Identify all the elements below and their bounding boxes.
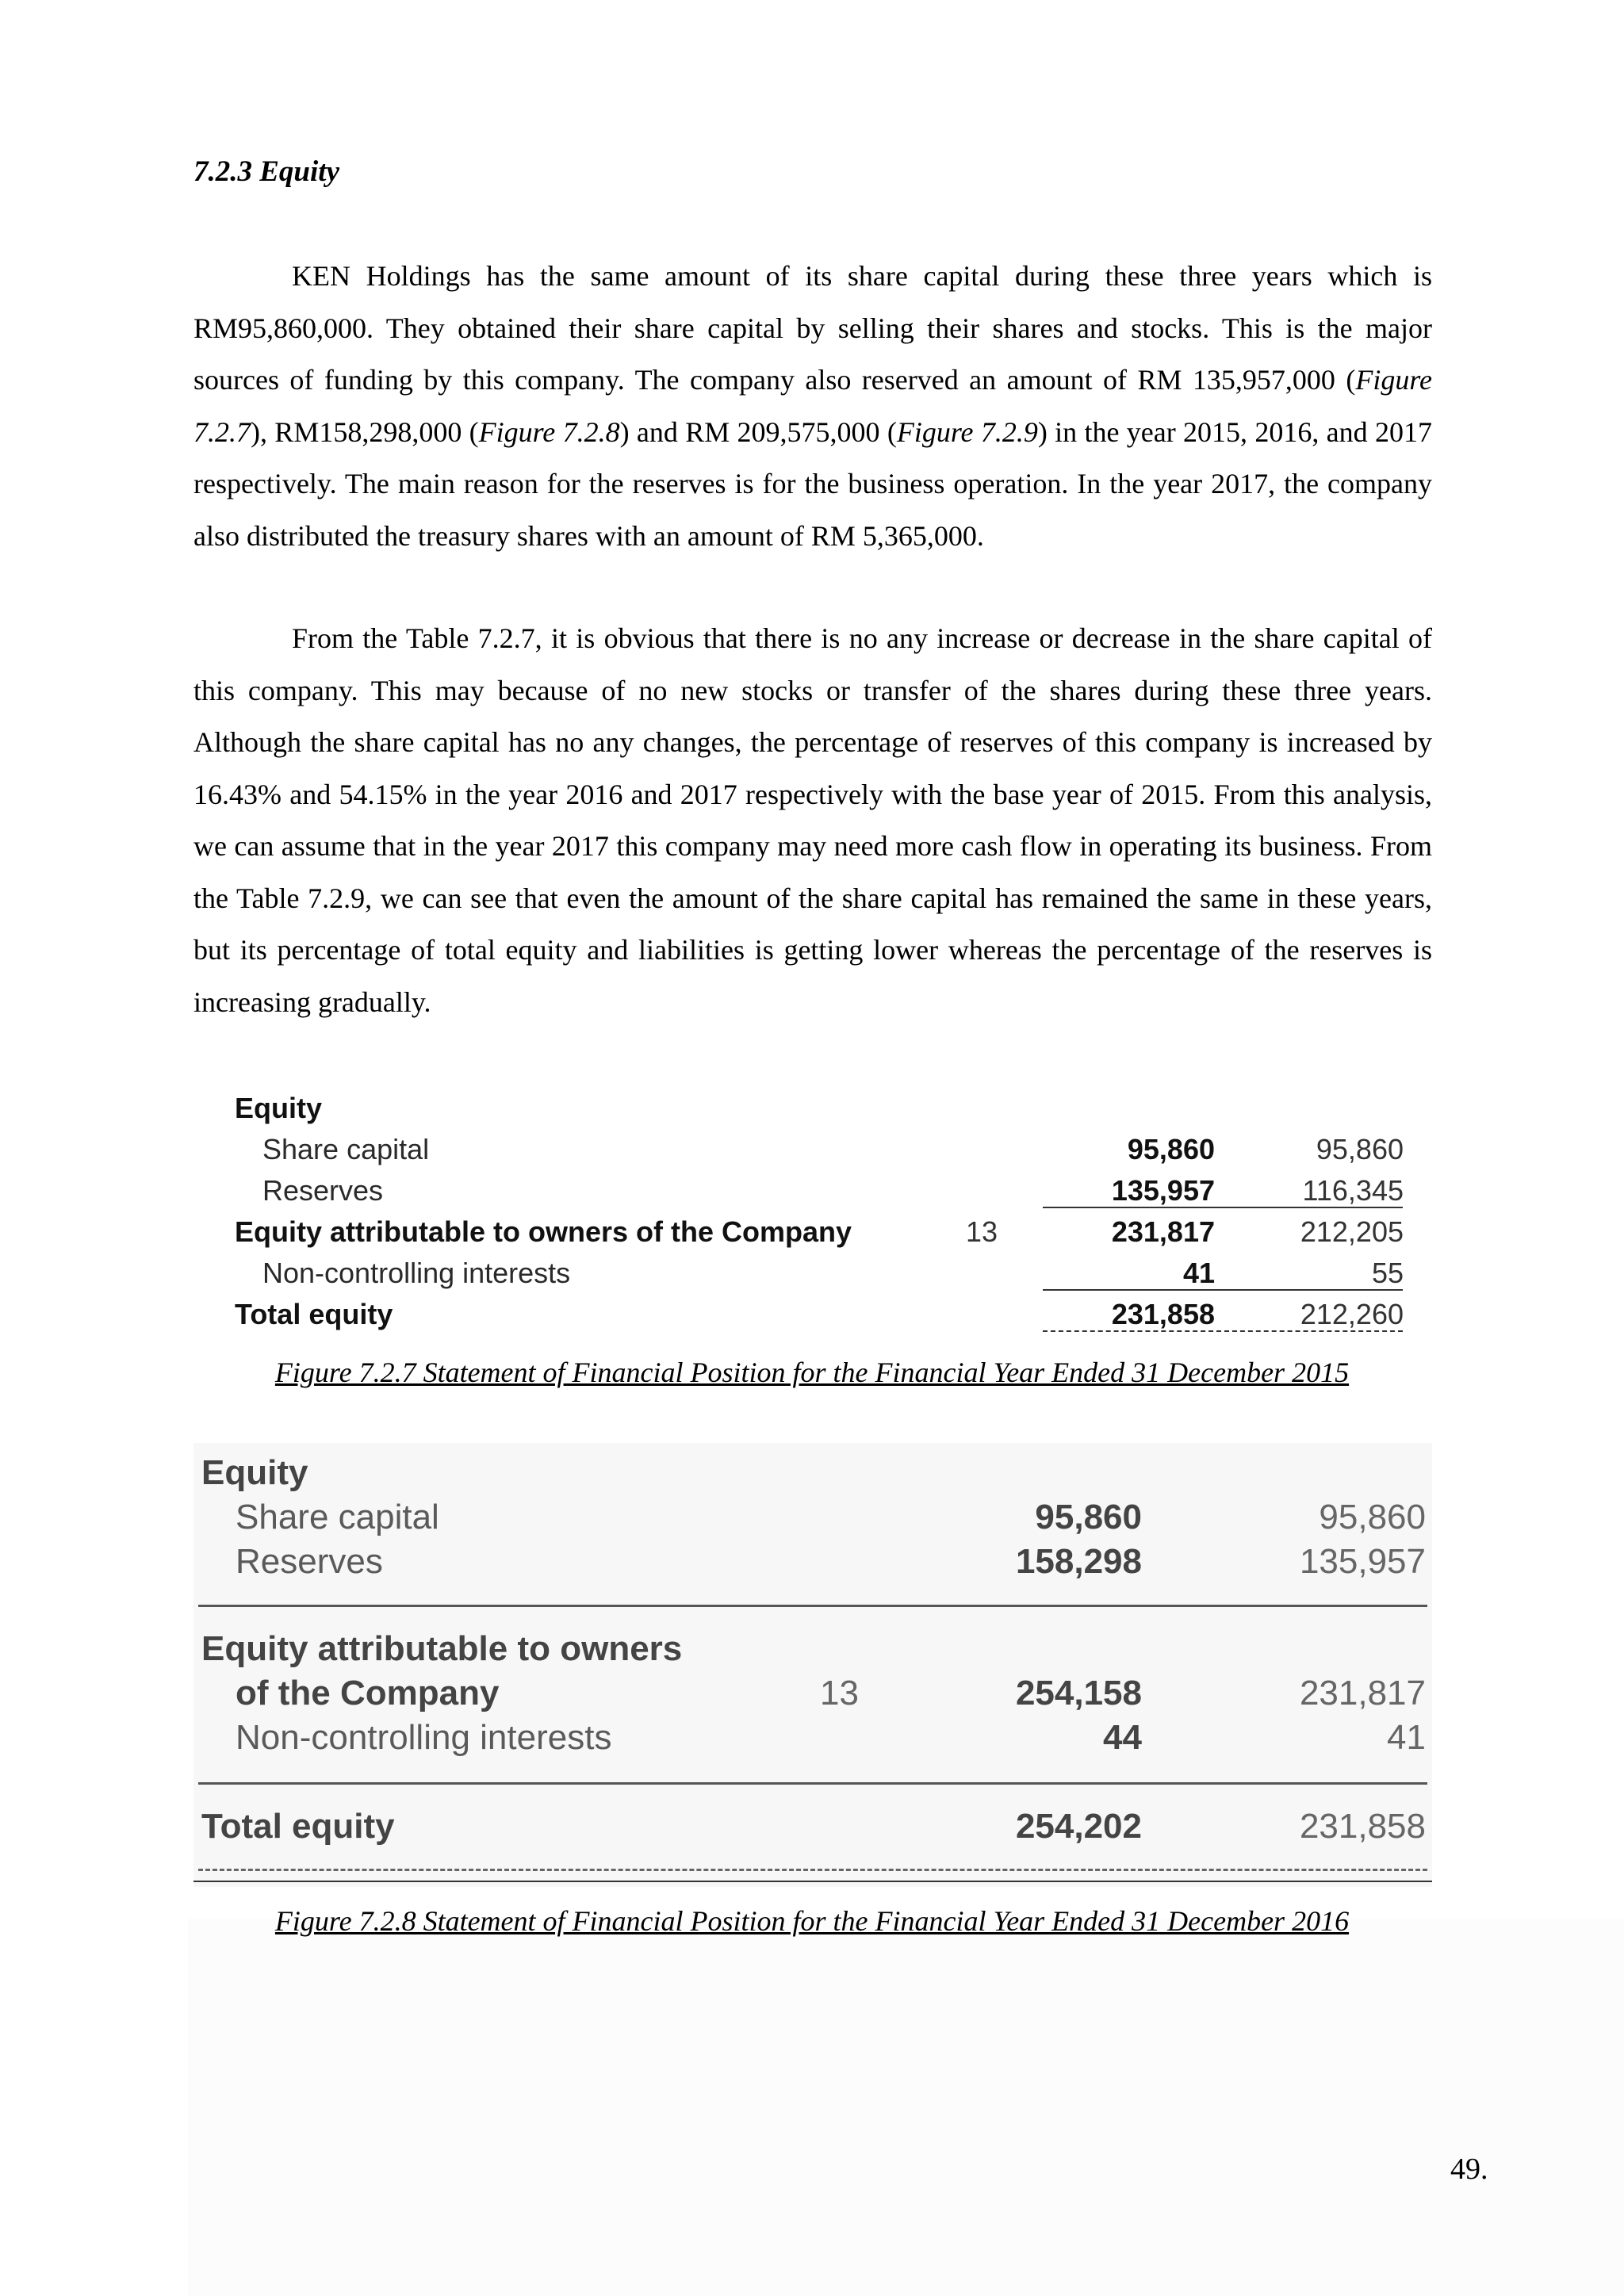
total-equity-label: Total equity [201,1807,395,1846]
reserves-current: 158,298 [1015,1542,1142,1581]
reserves-label: Reserves [236,1542,383,1581]
attributable-label: Equity attributable to owners of the Company [235,1215,852,1248]
reserves-label: Reserves [262,1174,384,1207]
note-number: 13 [966,1215,998,1248]
table-row [222,1088,1404,1129]
total-equity-current: 231,858 [1111,1298,1215,1330]
figure-7-2-8-table [193,1443,1432,1887]
reserves-current: 135,957 [1111,1174,1215,1207]
paragraph-share-capital [193,251,1432,562]
total-equity-label: Total equity [235,1298,393,1330]
figure-7-2-7-caption: Figure 7.2.7 Statement of Financial Position for the Financial Year Ended 31 December 2015 [274,1357,1350,1388]
share-capital-previous: 95,860 [1319,1498,1426,1536]
figure-ref-7-2-7: Figure 7.2.7 [193,364,1432,448]
attributable-previous: 231,817 [1299,1674,1426,1712]
reserves-previous: 135,957 [1299,1542,1426,1581]
table-row [222,1253,1404,1294]
para1-text-d: ) in the year 2015, 2016, and 2017 respectively. The main reason for the reserves is for the business operation. In the year 2017, the company also distributed the treasury shares with an amount of RM 5,365,000. [193,415,1432,552]
share-capital-label: Share capital [262,1133,430,1165]
para1-text-a: KEN Holdings has the same amount of its share capital during these three years which is RM95,860,000. They obtained their share capital by selling their shares and stocks. This is the major sources of funding by this company. The company also reserved an amount of RM 135,957,000 ( [193,260,1432,396]
total-equity-current: 254,202 [1015,1807,1142,1846]
section-heading: 7.2.3 Equity [193,155,339,188]
equity-title: Equity [201,1453,308,1492]
attributable-label-line1: Equity attributable to owners [201,1629,683,1668]
nci-label: Non-controlling interests [262,1257,571,1289]
figure-ref-7-2-9: Figure 7.2.9 [896,415,1038,448]
figure-7-2-8-caption: Figure 7.2.8 Statement of Financial Position for the Financial Year Ended 31 December 2016 [274,1905,1350,1937]
para1-text-b: ), RM158,298,000 ( [251,415,479,448]
nci-previous: 41 [1387,1718,1426,1757]
total-equity-previous: 212,260 [1300,1298,1404,1330]
total-dashed-rule [198,1869,1427,1871]
page-number: 49. [1450,2152,1488,2186]
total-rule [1043,1289,1403,1291]
paragraph-analysis: From the Table 7.2.7, it is obvious that there is no any increase or decrease in the share capital of this company. This may because of no new stocks or transfer of the shares during these three years. Although the share capital has no any changes, the percentage of reserves of this company is increased by 16.43% and 54.15% in the year 2016 and 2017 respectively with the base year of 2015. From this analysis, we can assume that in the year 2017 this company may need more cash flow in operating its business. From the Table 7.2.9, we can see that even the amount of the share capital has remained the same in these years, but its percentage of total equity and liabilities is getting lower whereas the percentage of the reserves is increasing gradually. [193,622,1432,1018]
figure-ref-7-2-8: Figure 7.2.8 [478,415,620,448]
nci-label: Non-controlling interests [236,1718,612,1757]
reserves-previous: 116,345 [1302,1174,1404,1207]
attributable-current: 231,817 [1111,1215,1215,1248]
equity-title: Equity [235,1092,323,1124]
figure-7-2-7-table [222,1078,1404,1334]
share-capital-current: 95,860 [1035,1498,1142,1536]
attributable-label-line2: of the Company [236,1674,500,1712]
attributable-previous: 212,205 [1300,1215,1404,1248]
table-row [222,1294,1404,1335]
subtotal-rule [1043,1207,1403,1208]
share-capital-previous: 95,860 [1316,1133,1404,1165]
table-row [222,1170,1404,1211]
nci-current: 41 [1182,1257,1215,1289]
subtotal-rule [198,1605,1427,1607]
scan-shade [188,1919,1624,2296]
note-number: 13 [820,1674,859,1712]
table-row [222,1211,1404,1253]
total-equity-previous: 231,858 [1299,1807,1426,1846]
table-row [222,1129,1404,1170]
bottom-rule [193,1881,1432,1882]
nci-current: 44 [1103,1718,1142,1757]
attributable-current: 254,158 [1015,1674,1142,1712]
total-dashed-rule [1043,1330,1403,1332]
para1-text-c: ) and RM 209,575,000 ( [619,415,897,448]
share-capital-label: Share capital [236,1498,439,1536]
total-rule [198,1782,1427,1785]
nci-previous: 55 [1371,1257,1404,1289]
share-capital-current: 95,860 [1127,1133,1215,1165]
